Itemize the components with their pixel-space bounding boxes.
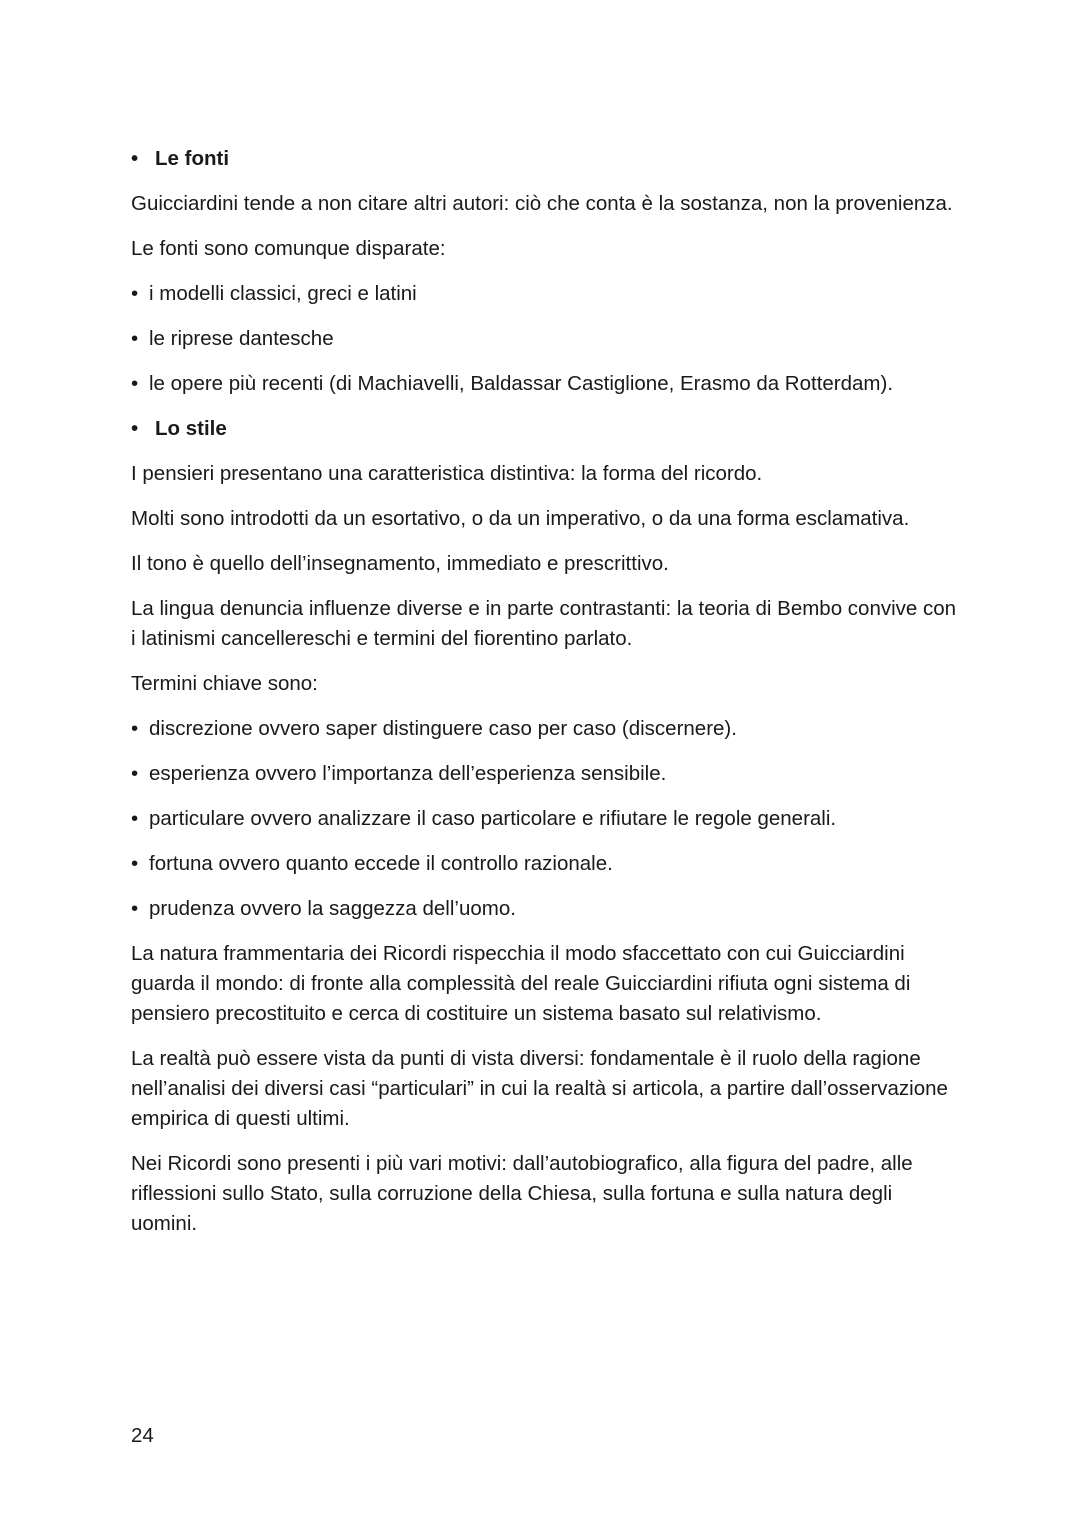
paragraph: La realtà può essere vista da punti di vista diversi: fondamentale è il ruolo della ragione nell’analisi dei diversi casi “particulari” in cui la realtà si articola, a partire dall’osservazione empirica di questi ultimi.	[131, 1047, 948, 1130]
list-item	[131, 759, 961, 789]
list-item-text: fortuna ovvero quanto eccede il controllo razionale.	[149, 852, 613, 875]
list-item-text: le riprese dantesche	[149, 327, 334, 350]
list-bullet: •	[131, 717, 139, 740]
list-bullet: •	[131, 282, 139, 305]
paragraph: La natura frammentaria dei Ricordi rispecchia il modo sfaccettato con cui Guicciardini guarda il mondo: di fronte alla complessità del reale Guicciardini rifiuta ogni sistema di pensiero precostituito e cerca di costituire un sistema basato sul relativismo.	[131, 942, 911, 1025]
list-bullet: •	[131, 762, 139, 785]
list-item	[131, 804, 961, 834]
list-item-text: prudenza ovvero la saggezza dell’uomo.	[149, 897, 516, 920]
list-item-text: i modelli classici, greci e latini	[149, 282, 417, 305]
list-item	[131, 369, 961, 399]
paragraph: Molti sono introdotti da un esortativo, o da un imperativo, o da una forma esclamativa.	[131, 507, 910, 530]
list-bullet: •	[131, 327, 139, 350]
list-item-text: particulare ovvero analizzare il caso particolare e rifiutare le regole generali.	[149, 807, 837, 830]
section-heading-fonti	[131, 144, 961, 174]
paragraph: Nei Ricordi sono presenti i più vari motivi: dall’autobiografico, alla figura del padre, alle riflessioni sullo Stato, sulla corruzione della Chiesa, sulla fortuna e sulla natura degli uomini.	[131, 1152, 913, 1235]
key-terms-list	[131, 714, 961, 924]
heading-bullet: •	[131, 147, 139, 170]
paragraph: La lingua denuncia influenze diverse e in parte contrastanti: la teoria di Bembo convive con i latinismi cancellereschi e termini del fiorentino parlato.	[131, 597, 957, 650]
paragraph: Il tono è quello dell’insegnamento, immediato e prescrittivo.	[131, 552, 669, 575]
list-item	[131, 279, 961, 309]
list-bullet: •	[131, 372, 139, 395]
section-heading-stile	[131, 414, 961, 444]
page-number: 24	[131, 1424, 154, 1447]
list-item	[131, 894, 961, 924]
list-item-text: discrezione ovvero saper distinguere caso per caso (discernere).	[149, 717, 737, 740]
paragraph: I pensieri presentano una caratteristica distintiva: la forma del ricordo.	[131, 462, 763, 485]
list-item-text: esperienza ovvero l’importanza dell’esperienza sensibile.	[149, 762, 667, 785]
list-bullet: •	[131, 897, 139, 920]
list-item	[131, 849, 961, 879]
paragraph: Guicciardini tende a non citare altri autori: ciò che conta è la sostanza, non la provenienza.	[131, 192, 953, 215]
list-item	[131, 324, 961, 354]
list-item-text: le opere più recenti (di Machiavelli, Baldassar Castiglione, Erasmo da Rotterdam).	[149, 372, 894, 395]
heading-bullet: •	[131, 417, 139, 440]
list-item	[131, 714, 961, 744]
paragraph: Termini chiave sono:	[131, 672, 318, 695]
paragraph: Le fonti sono comunque disparate:	[131, 237, 446, 260]
list-bullet: •	[131, 807, 139, 830]
list-bullet: •	[131, 852, 139, 875]
sources-list	[131, 279, 961, 399]
page-content	[131, 144, 961, 1254]
heading-title: Le fonti	[155, 147, 230, 170]
heading-title: Lo stile	[155, 417, 227, 440]
